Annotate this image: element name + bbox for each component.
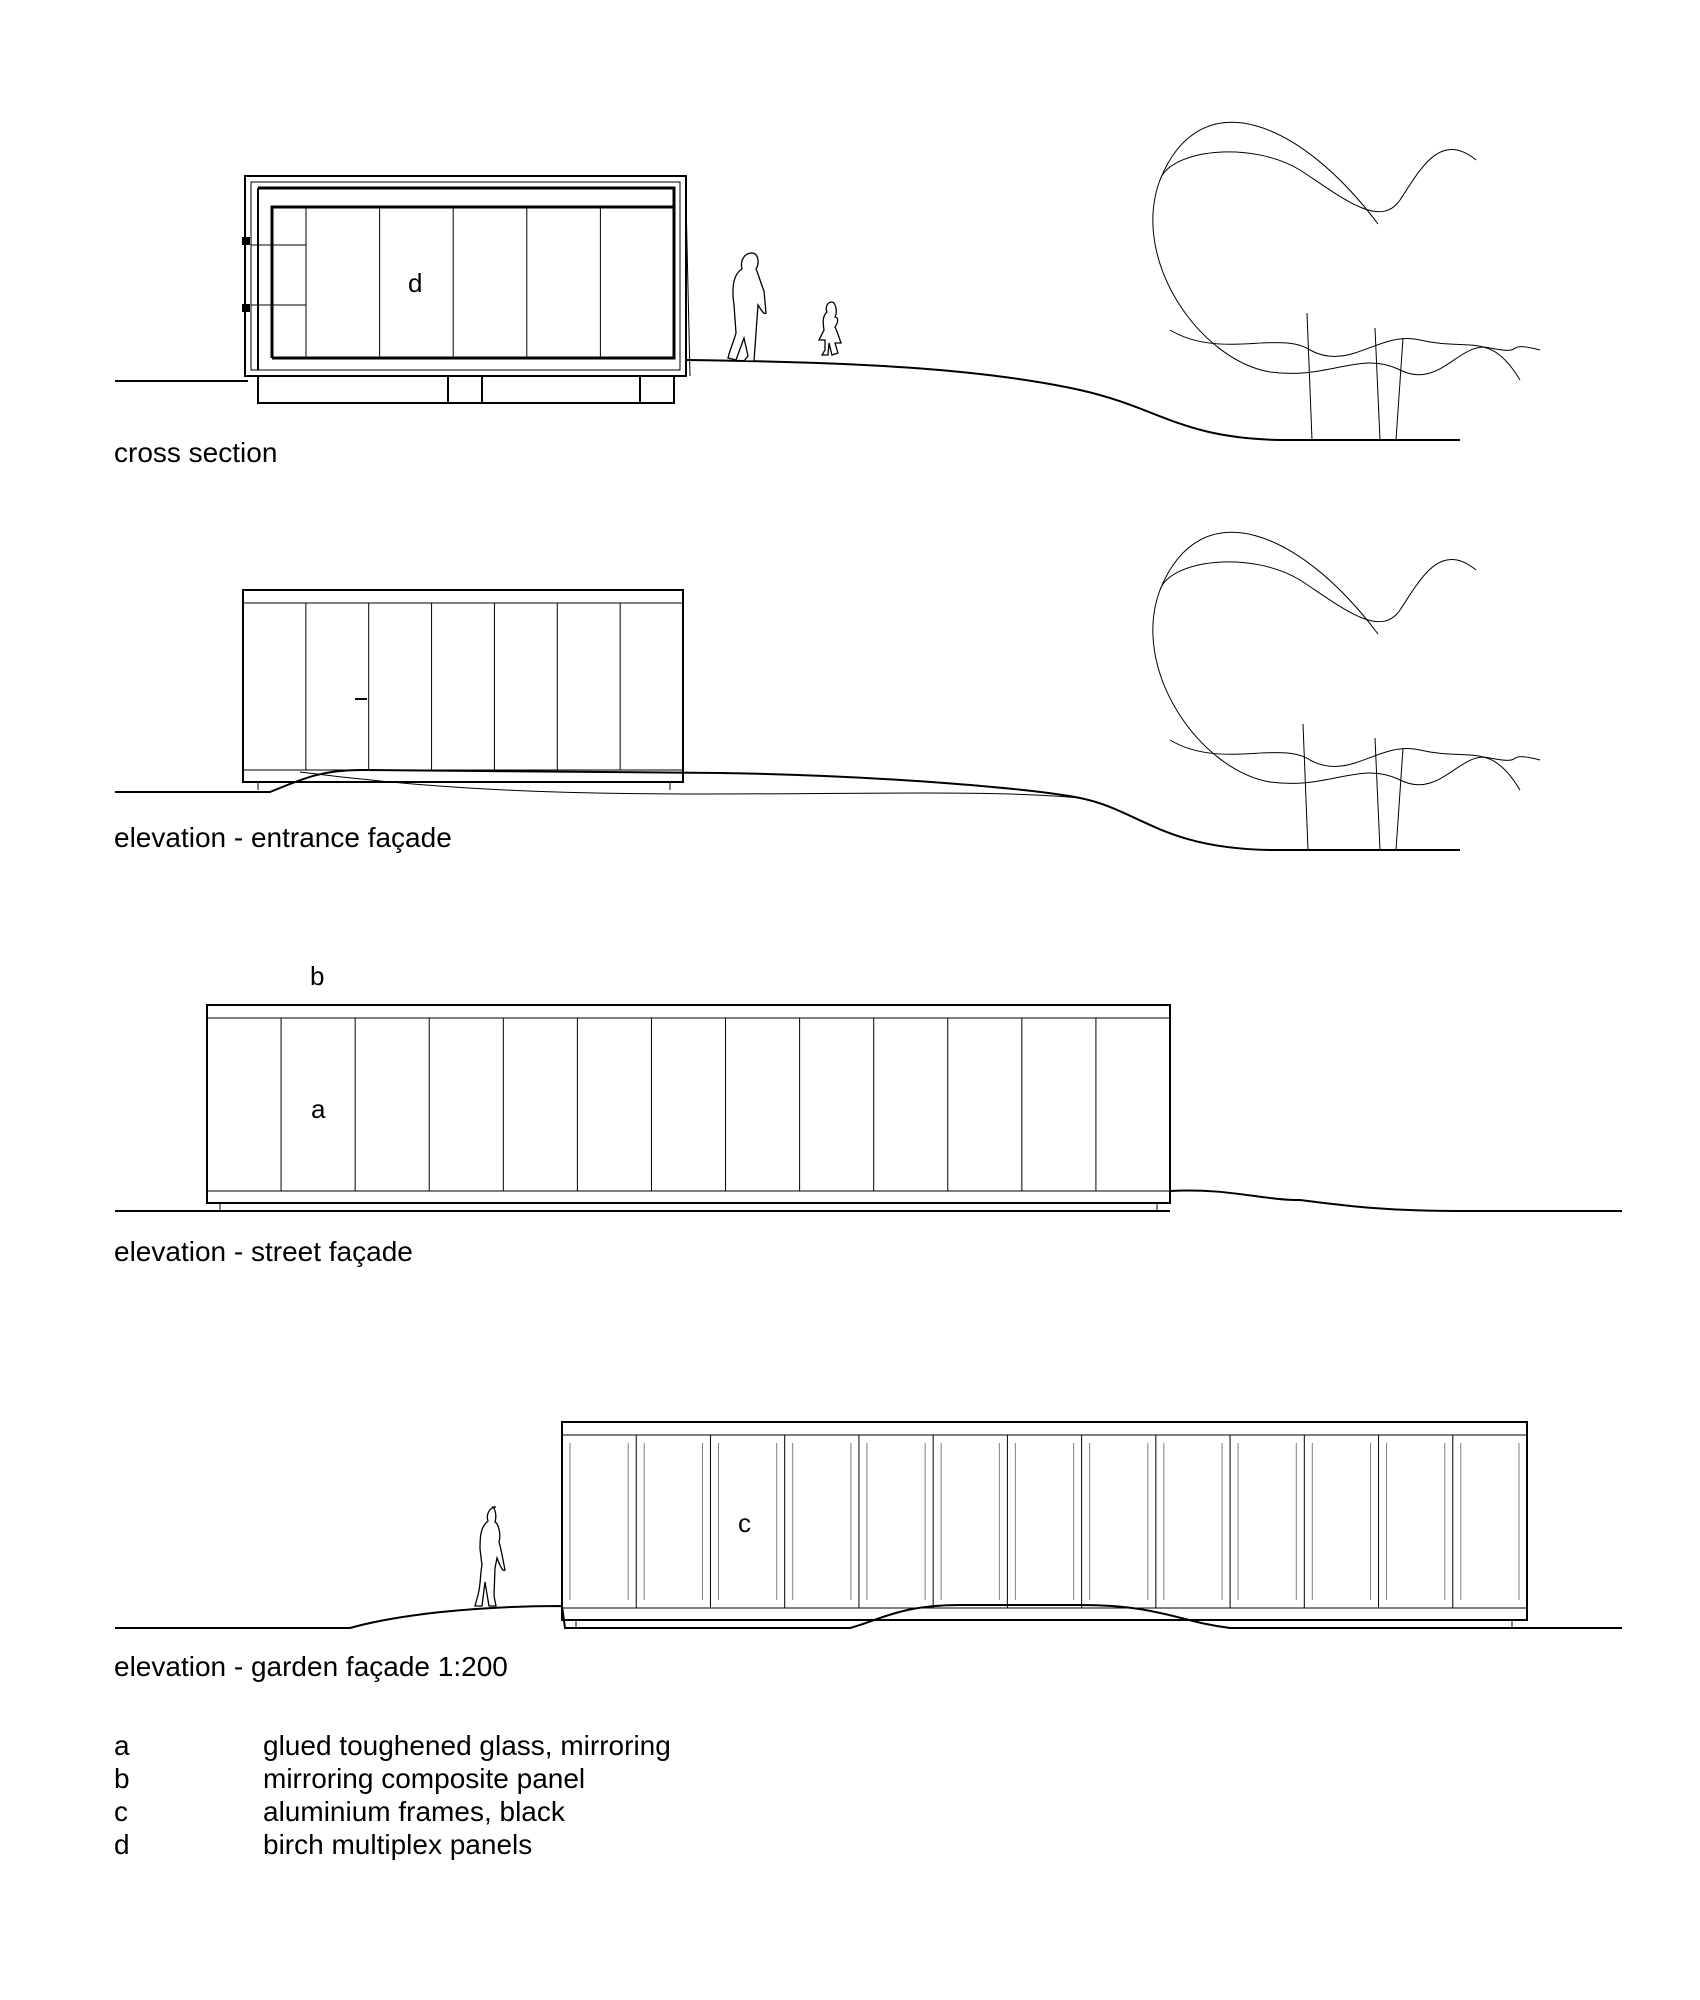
cross-section-caption: cross section [114, 437, 278, 468]
street-ground-line [115, 1191, 1622, 1211]
street-facade-drawing [114, 961, 1622, 1267]
legend-row [114, 1730, 671, 1761]
street-building-volume [207, 1005, 1170, 1211]
entrance-panel-lines [306, 603, 620, 770]
legend-key: d [114, 1829, 130, 1860]
garden-panel-lines [570, 1435, 1519, 1608]
legend-text: mirroring composite panel [263, 1763, 586, 1794]
legend-row [114, 1796, 566, 1827]
street-label-a: a [311, 1094, 326, 1124]
legend-key: a [114, 1730, 130, 1761]
garden-label-c: c [738, 1508, 751, 1538]
legend-text: aluminium frames, black [263, 1796, 565, 1827]
cross-section-drawing [114, 122, 1540, 468]
legend-key: b [114, 1763, 130, 1794]
street-label-b: b [310, 961, 325, 991]
entrance-tree-sketch [1153, 532, 1540, 850]
person-child-figure [819, 302, 841, 355]
ground-line-right [686, 360, 1460, 440]
tree-sketch [1153, 122, 1540, 440]
legend-text: glued toughened glass, mirroring [263, 1730, 671, 1761]
garden-building-volume [562, 1422, 1527, 1628]
garden-person-figure [475, 1507, 505, 1606]
person-adult-figure [728, 253, 766, 361]
street-panel-lines [281, 1018, 1096, 1191]
street-facade-caption: elevation - street façade [114, 1236, 413, 1267]
entrance-facade-drawing [114, 532, 1540, 853]
legend-key: c [114, 1796, 128, 1827]
material-legend [114, 1730, 671, 1860]
legend-row [114, 1763, 585, 1794]
section-label-d: d [408, 268, 423, 298]
entrance-facade-caption: elevation - entrance façade [114, 822, 452, 853]
section-building [243, 176, 690, 403]
legend-text: birch multiplex panels [263, 1829, 533, 1860]
garden-facade-drawing [114, 1422, 1622, 1682]
garden-facade-caption: elevation - garden façade 1:200 [114, 1651, 508, 1682]
entrance-building-volume [243, 590, 683, 790]
legend-row [114, 1829, 532, 1860]
